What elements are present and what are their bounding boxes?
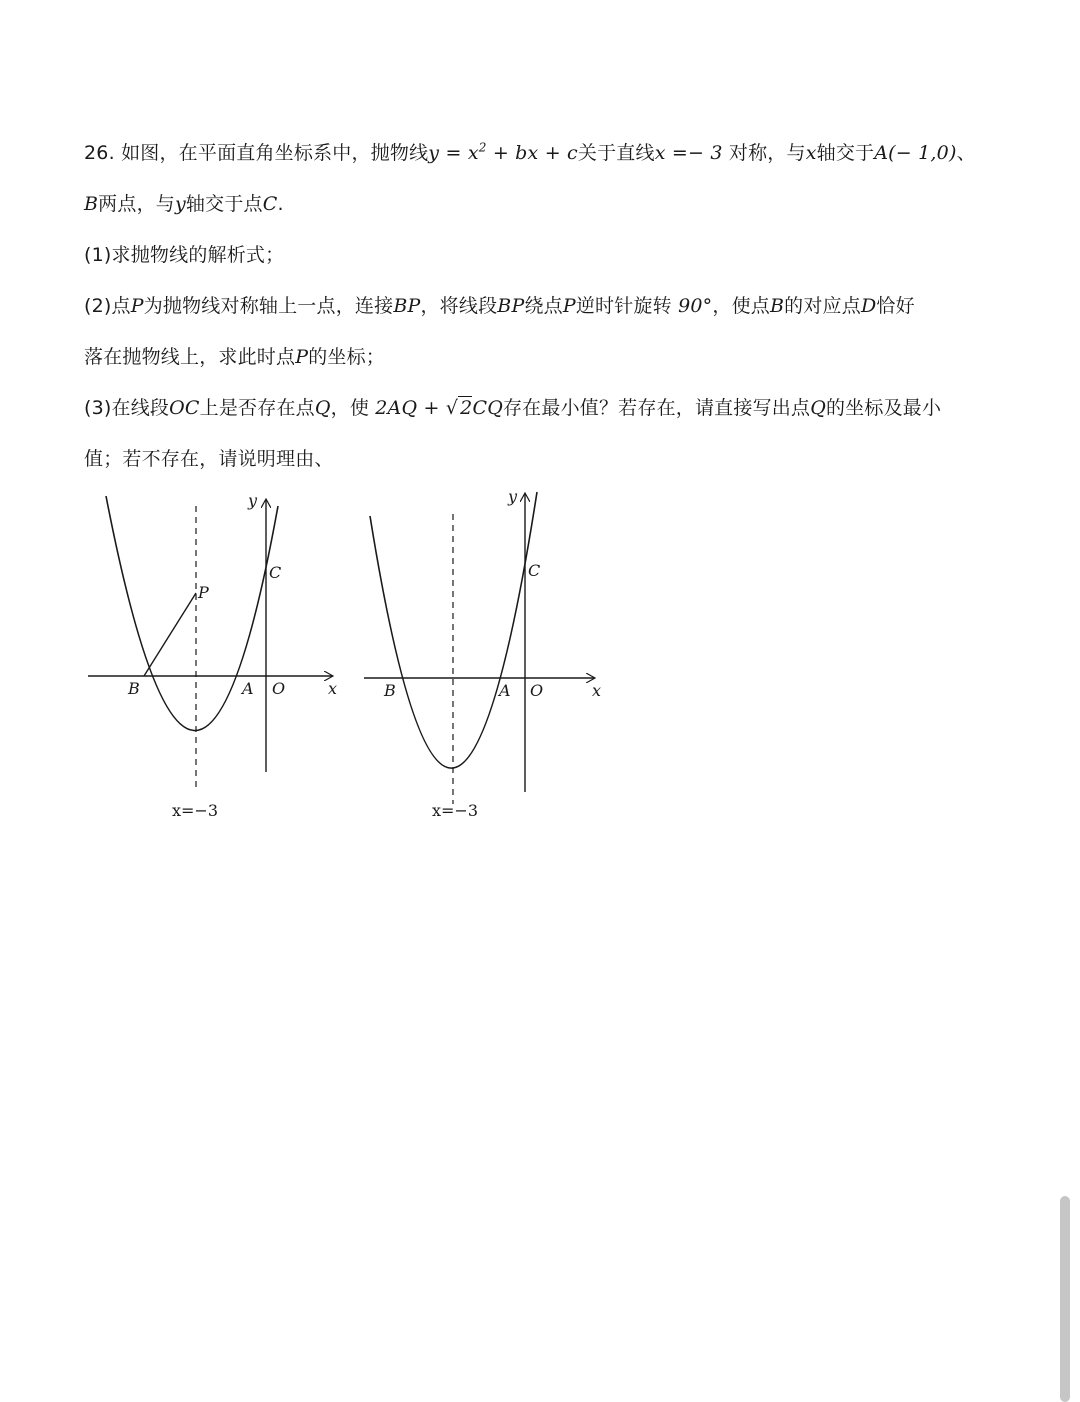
part2-segment-bp: BP [393,295,421,317]
stem-text-8: . [277,193,284,215]
sqrt-symbol: √ [445,397,459,419]
part2-point-b: B [769,295,785,317]
parabola-eq-a: y = x [428,142,479,164]
problem-stem-line-2 [84,179,1014,230]
part3-text-3: ，使 [330,397,376,419]
parabola-eq-exponent: 2 [478,140,487,155]
label-o: O [272,679,286,698]
part3-expression-b: CQ [472,397,503,419]
sqrt-argument: 2 [460,397,473,419]
part2-point-d: D [860,295,877,317]
part2-point-p-2: P [562,295,576,317]
part3-point-q: Q [314,397,331,419]
label-b: B [384,681,396,700]
y-variable: y [174,193,186,215]
part3-text-5: 的坐标及最小 [825,397,942,419]
label-o: O [530,681,544,700]
label-c: C [269,563,282,582]
part2-angle: 90° [671,295,713,317]
part3-text-2: 上是否存在点 [199,397,315,419]
label-y: y [508,487,518,506]
label-a: A [499,681,511,700]
part-3-line-2: 值；若不存在，请说明理由、 [84,448,334,470]
axis-caption: x=−3 [432,801,479,820]
part2-point-p-3: P [295,346,309,368]
part3-text-1: (3)在线段 [84,397,170,419]
part3-segment-oc: OC [169,397,200,419]
part3-point-q-2: Q [810,397,826,419]
label-y: y [248,491,258,510]
part2-text-6: ，使点 [712,295,770,317]
part2-text-4: 绕点 [524,295,563,317]
stem-text-1: 如图，在平面直角坐标系中，抛物线 [121,142,429,164]
problem-number: 26. [84,142,115,164]
parabola-eq-b: + bx + c [486,142,578,164]
part3-text-4: 存在最小值？若存在，请直接写出点 [502,397,811,419]
problem-26 [84,128,1014,485]
point-b-label: B [84,193,99,215]
part2-text-5: 逆时针旋转 [575,295,672,317]
symmetry-axis-eq: x =− 3 [654,142,723,164]
part2-point-p: P [130,295,144,317]
part2-text-7: 的对应点 [784,295,861,317]
label-p: P [198,583,209,602]
figure-2-svg [358,486,618,826]
point-a-coord: A(− 1,0) [874,142,957,164]
vertical-scrollbar[interactable] [1060,1196,1070,1402]
label-x: x [328,679,338,698]
part3-expression-a: 2AQ + [375,397,446,419]
label-x: x [592,681,602,700]
axis-caption: x=−3 [172,801,219,820]
label-b: B [128,679,140,698]
x-variable: x [805,142,817,164]
part2-text-1: (2)点 [84,295,131,317]
stem-text-7: 轴交于点 [185,193,263,215]
part-2-line-1 [84,281,1014,332]
part2-text-9: 落在抛物线上，求此时点 [84,346,296,368]
problem-stem-line-1 [84,128,1014,179]
part2-text-2: 为抛物线对称轴上一点，连接 [143,295,394,317]
part2-text-10: 的坐标； [308,346,385,368]
point-c-label: C [262,193,278,215]
part-2-line-2 [84,332,1014,383]
part2-text-3: ，将线段 [420,295,498,317]
part2-text-8: 恰好 [876,295,915,317]
part2-segment-bp-2: BP [497,295,525,317]
stem-text-4: 轴交于 [816,142,875,164]
segment-bp [144,593,196,676]
figure-1-svg [84,486,354,826]
stem-text-2: 关于直线 [577,142,655,164]
figure-1 [84,486,354,826]
stem-text-5: 、 [956,142,976,164]
label-a: A [242,679,254,698]
part-3-line-1 [84,383,1014,434]
stem-text-3: 对称，与 [722,142,806,164]
label-c: C [528,561,541,580]
figure-2 [358,486,618,826]
stem-text-6: 两点，与 [98,193,175,215]
part-1: (1)求抛物线的解析式； [84,244,285,266]
